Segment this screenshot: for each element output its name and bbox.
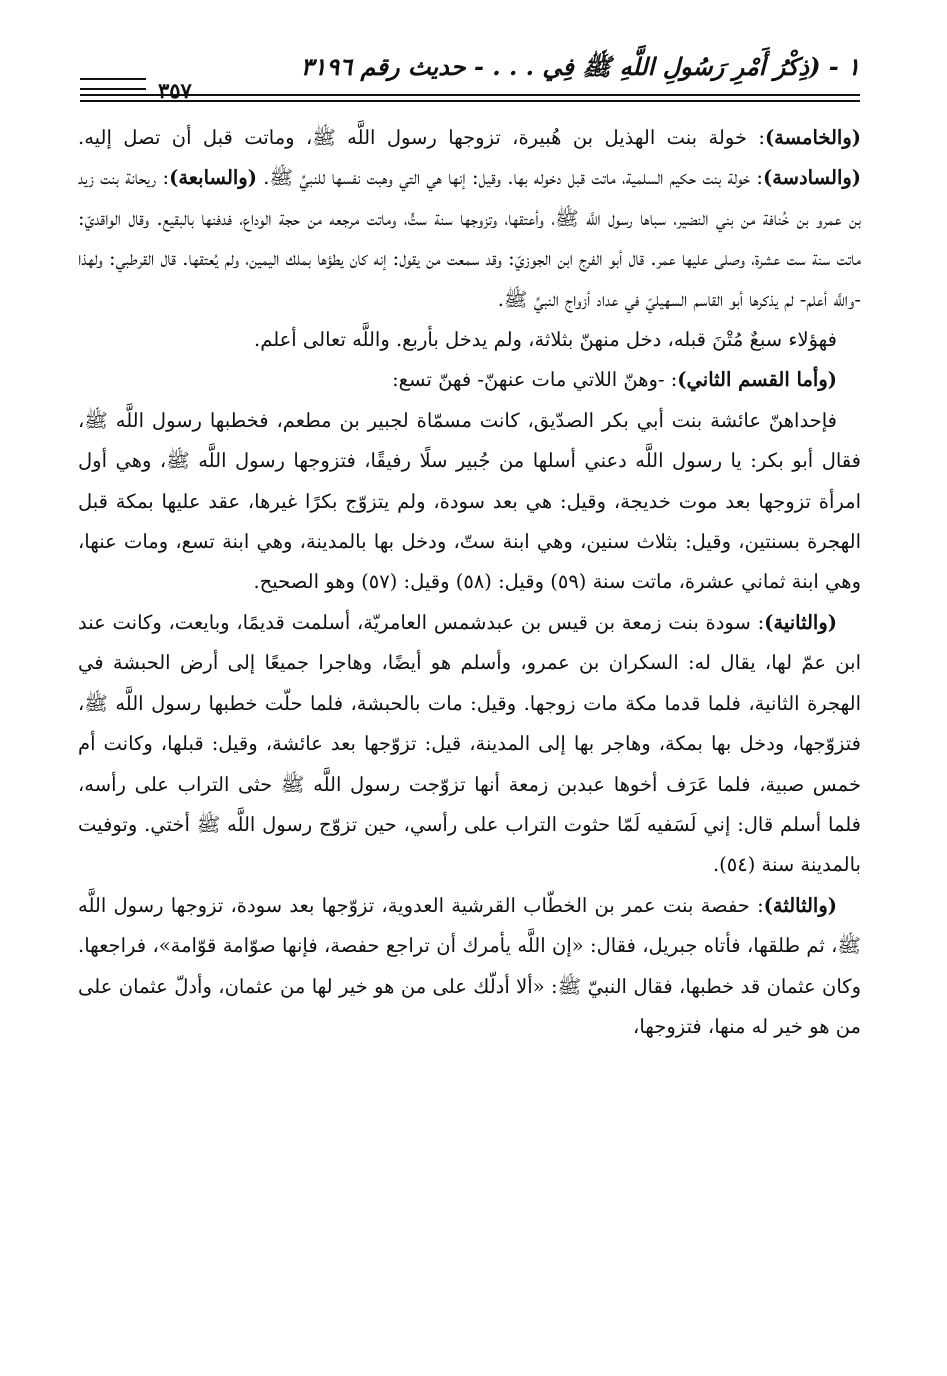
paragraph-label: (والثالثة): [763, 893, 837, 917]
paragraph-label: (والخامسة): [764, 126, 861, 149]
paragraph-label: (والسابعة): [169, 166, 257, 190]
paragraph-summary: [78, 320, 861, 360]
paragraph-label: (والسادسة): [762, 166, 862, 190]
running-header-title: ١ - (ذِكْرُ أَمْرِ رَسُولِ اللَّهِ ﷺ فِي . . . - حديث رقم ٣١٩٦: [300, 52, 860, 81]
page-number: ٣٥٧: [158, 78, 192, 103]
paragraph-sawda: [78, 603, 861, 886]
paragraph-text: : خولة بنت حكيم السلمية، ماتت قبل دخوله بها. وقيل: إنها هي التي وهبت نفسها للنبيِّ ﷺ.: [256, 166, 763, 190]
paragraph-text: : خولة بنت الهذيل بن هُبيرة، تزوجها رسول اللَّه ﷺ، وماتت قبل أن تصل إليه.: [78, 126, 765, 149]
header-rule-left-inner: [80, 88, 146, 90]
page-body: [78, 118, 861, 1047]
paragraph-second-section: [78, 360, 861, 400]
paragraph-text: : ريحانة بنت زيد بن عمرو بن خُنافة من بني النضير، سباها رسول اللَّه ﷺ، وأعتقها، وتزوجها سنة ستٍّ، وماتت مرجعه من حجة الوداع، فدفنها بالبقيع. وقال الواقديّ: ماتت سنة ست عشرة، وصلى عليها عمر. قال أبو الفرج ابن الجوزيّ: وقد سمعت من يقول: إنه كان يطؤها بملك اليمين، ولم يُعتقها. قال القرطبي: ولهذا -واللَّه أعلم- لم يذكرها أبو القاسم السهيليّ في عداد أزواج النبيِّ ﷺ.: [78, 166, 861, 311]
paragraph-label: (وأما القسم الثاني): [677, 368, 837, 392]
paragraph-aisha: [78, 401, 861, 603]
paragraph-text: : سودة بنت زمعة بن قيس بن عبدشمس العامريّة، أسلمت قديمًا، وبايعت، وكانت عند ابن عمّ لها، يقال له: السكران بن عمرو، وأسلم هو أيضًا، وهاجرا جميعًا إلى أرض الحبشة في الهجرة الثانية، فلما قدما مكة مات زوجها. وقيل: مات بالحبشة، فلما حلّت خطبها رسول اللَّه ﷺ، فتزوّجها، ودخل بها بمكة، وهاجر بها إلى المدينة، قيل: تزوّجها بعد عائشة، وقيل: قبلها، وكانت أم خمس صبية، فلما عَرَف أخوها عبدبن زمعة أنها تزوّجت رسول اللَّه ﷺ حثى التراب على رأسه، فلما أسلم قال: إني لَسَفيه لَمّا حثوت التراب على رأسي، حين تزوّج رسول اللَّه ﷺ أختي. وتوفيت بالمدينة سنة (٥٤).: [78, 610, 861, 877]
paragraph-text: : حفصة بنت عمر بن الخطّاب القرشية العدوية، تزوّجها بعد سودة، تزوجها رسول اللَّه ﷺ، ثم طلقها، فأتاه جبريل، فقال: «إن اللَّه يأمرك أن تراجع حفصة، فإنها صوّامة قوّامة»، فراجعها. وكان عثمان قد خطبها، فقال النبيّ ﷺ: «ألا أدلّك على من هو خير لها من عثمان، وأدلّ عثمان على من هو خير له منها، فتزوجها،: [78, 893, 861, 1038]
paragraph-text: فإحداهنّ عائشة بنت أبي بكر الصدّيق، كانت مسمّاة لجبير بن مطعم، فخطبها رسول اللَّه ﷺ، فقال أبو بكر: يا رسول اللَّه دعني أسلها من جُبير سلًا رفيقًا، فتزوجها رسول اللَّه ﷺ، وهي أول امرأة تزوجها بعد موت خديجة، وقيل: هي بعد سودة، ولم يتزوّج بكرًا غيرها، عقد عليها بمكة قبل الهجرة بسنتين، وقيل: بثلاث سنين، وهي ابنة ستّ، ودخل بها بالمدينة، وهي ابنة تسع، ومات عنها، وهي ابنة ثماني عشرة، ماتت سنة (٥٩) وقيل: (٥٨) وقيل: (٥٧) وهو الصحيح.: [78, 408, 861, 594]
paragraph-text: فهؤلاء سبعٌ مُتْنَ قبله، دخل منهنّ بثلاثة، ولم يدخل بأربع. واللَّه تعالى أعلم.: [254, 328, 837, 352]
paragraph-hafsa: [78, 886, 861, 1048]
header-rule: [80, 94, 860, 102]
paragraph-label: (والثانية): [764, 610, 837, 634]
page-header: [80, 52, 860, 103]
paragraph-text: : -وهنّ اللاتي مات عنهنّ- فهنّ تسع:: [392, 368, 678, 392]
paragraph-khamisa: [78, 118, 861, 320]
